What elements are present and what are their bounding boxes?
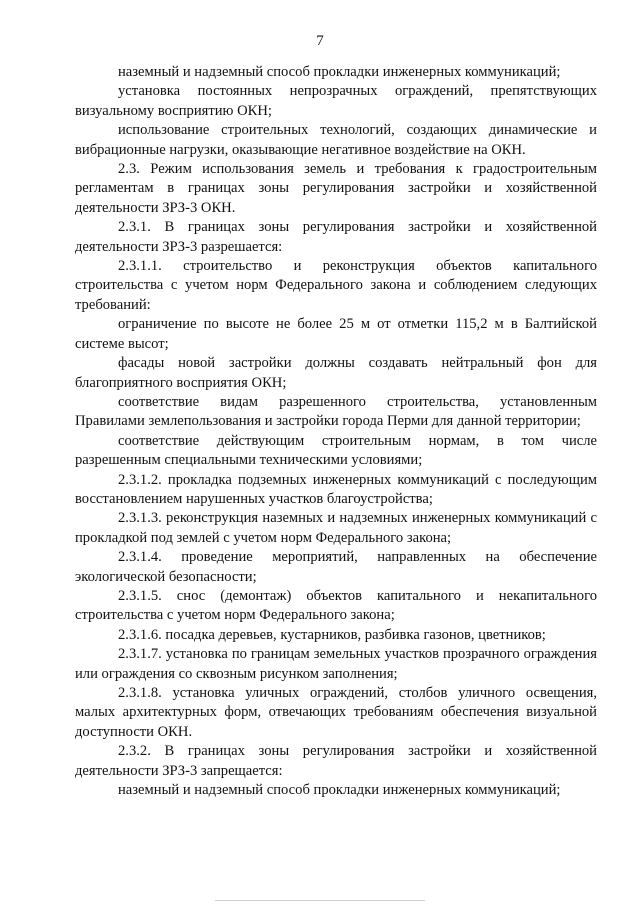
paragraph: наземный и надземный способ прокладки инженерных коммуникаций; — [118, 782, 561, 799]
paragraph: использование строительных технологий, создающих динамические и вибрационные нагрузки, оказывающие негативное воздействие на ОКН. — [75, 122, 597, 158]
paragraph: 2.3.1.4. проведение мероприятий, направленных на обеспечение экологической безопасности; — [75, 549, 597, 585]
paragraph: 2.3.2. В границах зоны регулирования застройки и хозяйственной деятельности ЗРЗ-3 запрещается: — [75, 743, 597, 779]
paragraph: 2.3.1.7. установка по границам земельных участков прозрачного ограждения или ограждения со сквозным рисунком заполнения; — [75, 646, 597, 682]
page-number: 7 — [316, 33, 324, 49]
paragraph: фасады новой застройки должны создавать нейтральный фон для благоприятного восприятия ОКН; — [75, 355, 597, 391]
paragraph: 2.3. Режим использования земель и требования к градостроительным регламентам в границах зоны регулирования застройки и хозяйственной деятельности ЗРЗ-3 ОКН. — [75, 161, 597, 216]
paragraph: 2.3.1. В границах зоны регулирования застройки и хозяйственной деятельности ЗРЗ-3 разрешается: — [75, 219, 597, 255]
paragraph: 2.3.1.5. снос (демонтаж) объектов капитального и некапитального строительства с учетом норм Федерального закона; — [75, 587, 597, 624]
paragraph: наземный и надземный способ прокладки инженерных коммуникаций; — [118, 64, 561, 80]
paragraph: ограничение по высоте не более 25 м от отметки 115,2 м в Балтийской системе высот; — [75, 316, 597, 352]
paragraph: 2.3.1.3. реконструкция наземных и надземных инженерных коммуникаций с прокладкой под землей с учетом норм Федерального закона; — [75, 510, 597, 546]
paragraph: 2.3.1.1. строительство и реконструкция объектов капитального строительства с учетом норм Федерального закона и соблюдением следующих требований: — [75, 258, 597, 313]
paragraph: 2.3.1.2. прокладка подземных инженерных коммуникаций с последующим восстановлением нарушенных участков благоустройства; — [75, 471, 597, 507]
document-body — [75, 63, 597, 800]
paragraph: установка постоянных непрозрачных ограждений, препятствующих визуальному восприятию ОКН; — [75, 83, 597, 119]
paragraph: соответствие видам разрешенного строительства, установленным Правилами землепользования и застройки города Перми для данной территории; — [75, 393, 597, 430]
paragraph: 2.3.1.6. посадка деревьев, кустарников, разбивка газонов, цветников; — [118, 626, 546, 643]
bottom-edge-mark — [215, 900, 425, 901]
paragraph: 2.3.1.8. установка уличных ограждений, столбов уличного освещения, малых архитектурных форм, отвечающих требованиям обеспечения визуальной доступности ОКН. — [75, 685, 597, 740]
paragraph: соответствие действующим строительным нормам, в том числе разрешенным специальными техническими условиями; — [75, 432, 597, 469]
